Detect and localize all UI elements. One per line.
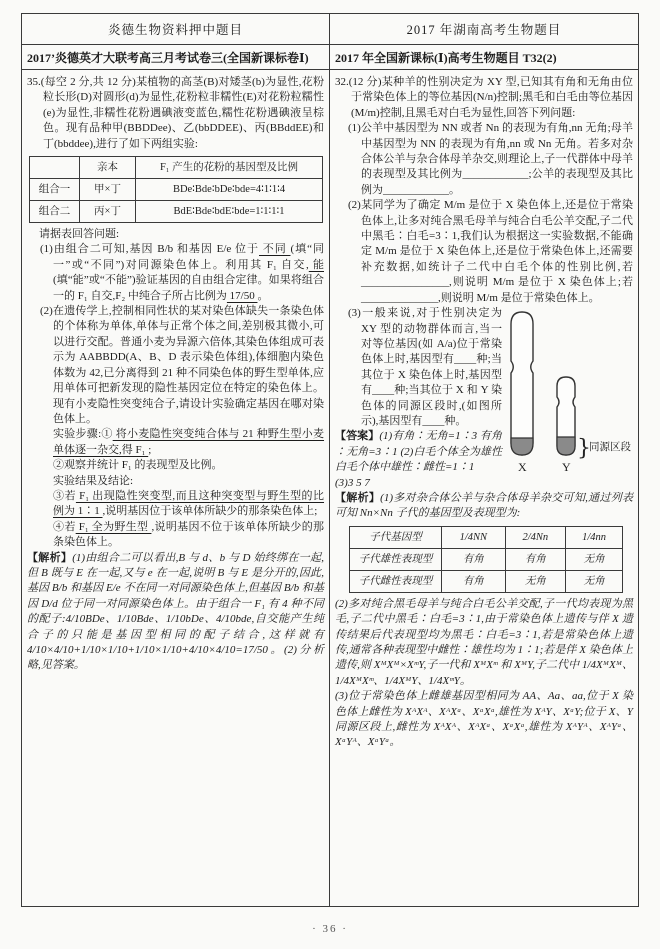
subheader-right-cell: [330, 45, 638, 70]
header-right-cell: [330, 14, 638, 45]
analysis-32-part-2: (2)多对纯合黑毛母羊与纯合白毛公羊交配,子一代均表现为黑毛,子二代中黑毛∶白毛=3∶1,由于常染色体上遗传与伴 X 遗传结果后代表现型均为黑毛∶白毛=3∶1,若是常染色体上遗传,通常各种表现型中雌性∶雄性均为 1∶1;若是伴 X 染色体上遗传,则 XᴹXᴹ×XᵐY,子一代和 XᴹXᵐ 和 XᴹY,子二代中 1/4XᴹXᴹ、1/4XᴹXᵐ、1/4XᴹY、1/4XᵐY。: [335, 597, 633, 687]
experiment-step-1: 实验步骤:① 将小麦隐性突变纯合体与 21 种野生型小麦单体逐一杂交,得 F₁ ;: [53, 428, 325, 456]
table-cell: 丙×丁: [80, 201, 136, 223]
table-cell: 有角: [442, 570, 506, 592]
table-header-blank: [30, 157, 80, 179]
table-cell: 甲×丁: [80, 179, 136, 201]
answer-32-body: (1)有角∶无角=1∶3 有角∶无角=3∶1 (2)白毛个体全为雄性 白毛个体中雄性∶雌性=1∶1: [335, 430, 503, 474]
header-left-title: 炎德生物资料押中题目: [107, 23, 243, 37]
analysis-tag: 【解析】: [335, 491, 381, 504]
table-cell: 组合二: [30, 201, 80, 223]
table-cell: 子代基因型: [350, 526, 442, 548]
table-cell: 组合一: [30, 179, 80, 201]
homologous-region-label-text: 同源区段: [589, 442, 631, 454]
analysis-32-part-1: (1)多对杂合体公羊与杂合体母羊杂交可知,通过列表可知 Nn×Nn 子代的基因型及表现型为:: [335, 491, 634, 520]
header-left-cell: [22, 14, 330, 45]
table-header-ratio: F₁ 产生的花粉的基因型及比例: [136, 157, 323, 179]
table-row: [30, 201, 323, 223]
table-cell: 无角: [505, 570, 565, 592]
x-homologous-region: [511, 438, 533, 455]
experiment-step-3: ③若 F₁ 出现隐性突变型,而且这种突变型与野生型的比例为 1∶1 ,说明基因位于该单体所缺少的那条染色体上;: [53, 489, 325, 518]
page-number: · 36 ·: [312, 923, 348, 935]
left-column: [22, 70, 330, 906]
subheader-left-cell: [22, 45, 330, 70]
y-homologous-region: [557, 437, 575, 455]
question-35-intro: 35.(每空 2 分,共 12 分)某植物的高茎(B)对矮茎(b)为显性,花粉粒长形(D)对圆形(d)为显性,花粉粒非糯性(E)对花粉粒糯性(e)为显性,非糯性花粉遇碘液变蓝色,糯性花粉遇碘液呈棕色。现有品种甲(BBDDee)、乙(bbDDEE)、丙(BBddEE)和丁(bbddee),进行了如下两组实验:: [27, 76, 324, 150]
table-cell: BDe∶Bde∶bDe∶bde=4∶1∶1∶4: [136, 179, 323, 201]
analysis-32: [335, 491, 633, 522]
table-row: [350, 548, 623, 570]
brace-icon: }: [577, 436, 591, 462]
table-header-parents: 亲本: [80, 157, 136, 179]
question-32-item-2: (2)某同学为了确定 M/m 是位于 X 染色体上,还是位于常染色体上,让多对纯合黑毛母羊与纯合白毛公羊交配,子二代中黑毛∶白毛=3∶1,我们认为根据这一实验数据,不能确定 M/m 是位于 X 染色体上,还是位于常染色体上,还需要补充数据,如统计子二代中白毛个体的性别比例,若________________,则说明 M/m 是位于 X 染色体上;若______________,则说明 M/m 是位于常染色体上。: [348, 199, 633, 304]
y-chromosome-label: Y: [562, 460, 571, 475]
question-32-intro: 32.(12 分)某种羊的性别决定为 XY 型,已知其有角和无角由位于常染色体上的等位基因(N/n)控制;黑毛和白毛由等位基因(M/m)控制,且黑毛对白毛为显性,回答下列问题:: [335, 76, 633, 119]
analysis-32-part-3: (3)位于常染色体上雌雄基因型相同为 AA、Aa、aa,位于 X 染色体上雌性为 XᴬXᴬ、XᴬXᵃ、XᵃXᵃ,雄性为 XᴬY、XᵃY;位于 X、Y 同源区段上,雌性为 XᴬXᴬ、XᴬXᵃ、XᵃXᵃ,雄性为 XᴬYᴬ、XᴬYᵃ、XᵃYᴬ、XᵃYᵃ。: [335, 690, 633, 749]
chromosome-diagram: [505, 308, 633, 478]
table-cell: 1/4nn: [566, 526, 623, 548]
table-cell: 有角: [505, 548, 565, 570]
table-row: [350, 570, 623, 592]
table-cell: 子代雌性表现型: [350, 570, 442, 592]
results-label: 实验结果及结论:: [53, 474, 134, 487]
question-35-item-2: (2)在遗传学上,控制相同性状的某对染色体缺失一条染色体的个体称为单体,单体与正常个体之间,差别极其微小,可以进行交配。普通小麦为异源六倍体,其染色体组成可表示为 AABBDD(A、B、D 表示染色体组),体细胞内染色体数为 42,已分离得到 21 种不同染色体的野生型单体,应用单体可把新发现的隐性基因定位在特定的染色体上。现有小麦隐性突变纯合子,请设计实验确定基因在哪对染色体上。: [40, 305, 324, 425]
table-cell: 1/4NN: [442, 526, 506, 548]
prompt-text: 请据表回答问题:: [39, 228, 120, 241]
question-32-item-1: (1)公羊中基因型为 NN 或者 Nn 的表现为有角,nn 无角;母羊中基因型为 NN 的表现为有角,nn 或 Nn 无角。若多对杂合体公羊与杂合体母羊杂交,则理论上,子一代群体中母羊的表现型及其比例为____________;公羊的表现型及其比例为____________。: [348, 122, 633, 196]
header-right-title: 2017 年湖南高考生物题目: [406, 23, 562, 37]
table-cell: 有角: [442, 548, 506, 570]
table-cell: 2/4Nn: [505, 526, 565, 548]
cross-table: [29, 156, 323, 223]
table-cell: BdE∶Bde∶bdE∶bde=1∶1∶1∶1: [136, 201, 323, 223]
question-35-item-1: (1)由组合二可知,基因 B/b 和基因 E/e 位于 不同 (填“同一”或“不同”)对同源染色体上。利用其 F₁ 自交, 能 (填“能”或“不能”)验证基因的自由组合定律。如果将组合一的 F₁ 自交,F₂ 中纯合子所占比例为 17/50 。: [40, 243, 325, 302]
answer-tag: 【答案】: [335, 430, 380, 443]
right-column: [330, 70, 638, 906]
subheader-right-title: 2017 年全国新课标(Ⅰ)高考生物题目 T32(2): [335, 50, 557, 65]
x-chromosome-label: X: [518, 460, 527, 475]
table-cell: 无角: [566, 548, 623, 570]
experiment-step-4: ④若 F₁ 全为野生型 ,说明基因不位于该单体所缺少的那条染色体上。: [53, 520, 325, 549]
table-row: [30, 179, 323, 201]
analysis-35-body: (1)由组合二可以看出,B 与 d、b 与 D 始终绑在一起,但 B 既与 E 在一起,又与 e 在一起,说明 B 与 E 是分开的,因此,基因 B/b 和基因 E/e 不在同一对同源染色体上,但基因 B/b 和基因 D/d 位于同一对同源染色体上。由于组合一 F₁ 有 4 种不同的配子:4/10BDe、1/10Bde、1/10bDe、4/10bde,自交能产生纯合子的只能是基因型相同的配子结合,这样就有 4/10×4/10+1/10×1/10+1/10×1/10+4/10×4/10=17/50。(2)分析略,见答案。: [27, 551, 324, 672]
subheader-left-title: 2017’炎德英才大联考高三月考试卷三(全国新课标卷Ⅰ): [27, 50, 309, 65]
offspring-table: [349, 526, 623, 593]
exam-sheet-table: [21, 13, 639, 907]
answer-32-line-2: (3)3 5 7: [335, 476, 370, 489]
analysis-tag: 【解析】: [27, 551, 73, 564]
table-row: [350, 526, 623, 548]
x-chromosome-shape: [511, 312, 533, 455]
experiment-step-2: ②观察并统计 F₁ 的表现型及比例。: [53, 459, 223, 472]
table-cell: 子代雄性表现型: [350, 548, 442, 570]
analysis-35: [27, 551, 324, 674]
table-cell: 无角: [566, 570, 623, 592]
question-32-item-3-text: (3)一般来说,对于性别决定为 XY 型的动物群体而言,当一对等位基因(如 A/a)位于常染色体上时,基因型有____种;当其位于 X 染色体上时,基因型有____种;当其位于 X 和 Y 染色体的同源区段时,(如图所示),基因型有____种。: [348, 307, 502, 427]
table-row: [30, 157, 323, 179]
